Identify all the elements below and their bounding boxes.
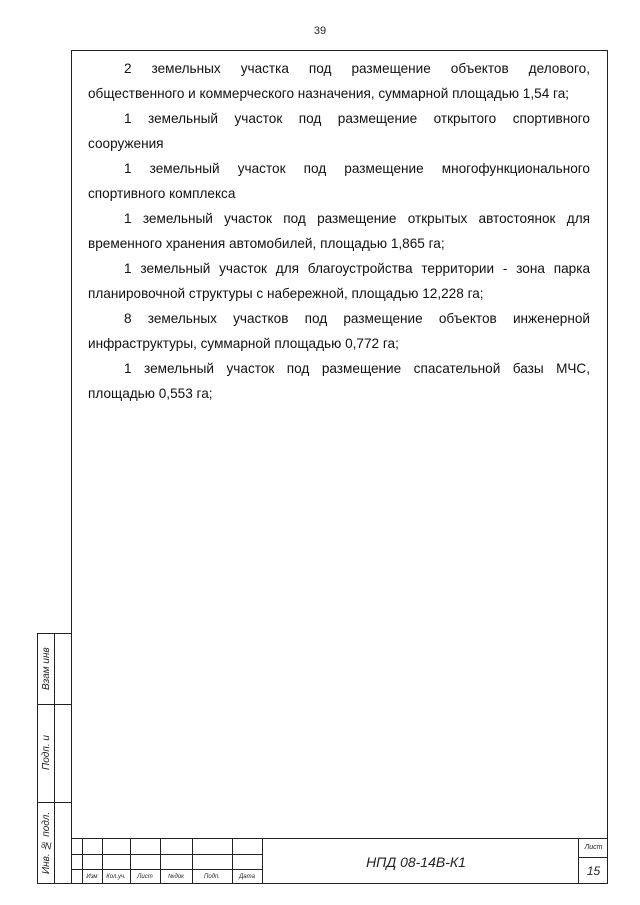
- binding-strip-row-line: [38, 704, 72, 705]
- paragraph: 1 земельный участок под размещение открытых автостоянок для временного хранения автомобилей, площадью 1,865 га;: [88, 211, 590, 251]
- document-code: НПД 08-14В-К1: [366, 854, 466, 870]
- paragraph: 1 земельный участок для благоустройства территории - зона парка планировочной структуры с набережной, площадью 12,228 га;: [88, 261, 590, 301]
- signature-date-label: Подп. и: [41, 735, 52, 771]
- paragraph: 1 земельный участок под размещение открытого спортивного сооружения: [88, 111, 590, 151]
- paragraph: 1 земельный участок под размещение многофункционального спортивного комплекса: [88, 161, 590, 201]
- binding-strip-row-line: [38, 802, 72, 803]
- stamp-column-label: Дата: [239, 874, 255, 880]
- paragraph: 2 земельных участка под размещение объектов делового, общественного и коммерческого назначения, суммарной площадью 1,54 га;: [88, 61, 590, 101]
- stamp-column-label: №док: [168, 874, 184, 880]
- title-block: [71, 838, 608, 884]
- title-block-row-line: [578, 857, 608, 858]
- replaced-inventory-label: Взам инв: [41, 647, 52, 691]
- stamp-column-label: Лист: [137, 874, 153, 880]
- stamp-column-label: Изм: [86, 874, 98, 880]
- title-block-divider: [262, 839, 263, 884]
- paragraph: 1 земельный участок под размещение спасательной базы МЧС, площадью 0,553 га;: [88, 361, 590, 401]
- title-block-row-line: [71, 854, 262, 855]
- binding-strip: [37, 633, 71, 884]
- stamp-column-label: Подп.: [204, 874, 220, 880]
- paragraph: 8 земельных участков под размещение объектов инженерной инфраструктуры, суммарной площадью 0,772 га;: [88, 311, 590, 351]
- original-inventory-label: Инв. № подл.: [41, 811, 52, 875]
- document-body: [88, 56, 590, 406]
- stamp-column-label: Кол.уч.: [106, 874, 126, 880]
- binding-strip-divider: [54, 634, 55, 883]
- sheet-label: Лист: [584, 844, 603, 851]
- sheet-number: 15: [586, 864, 601, 878]
- page-number: 39: [313, 25, 327, 37]
